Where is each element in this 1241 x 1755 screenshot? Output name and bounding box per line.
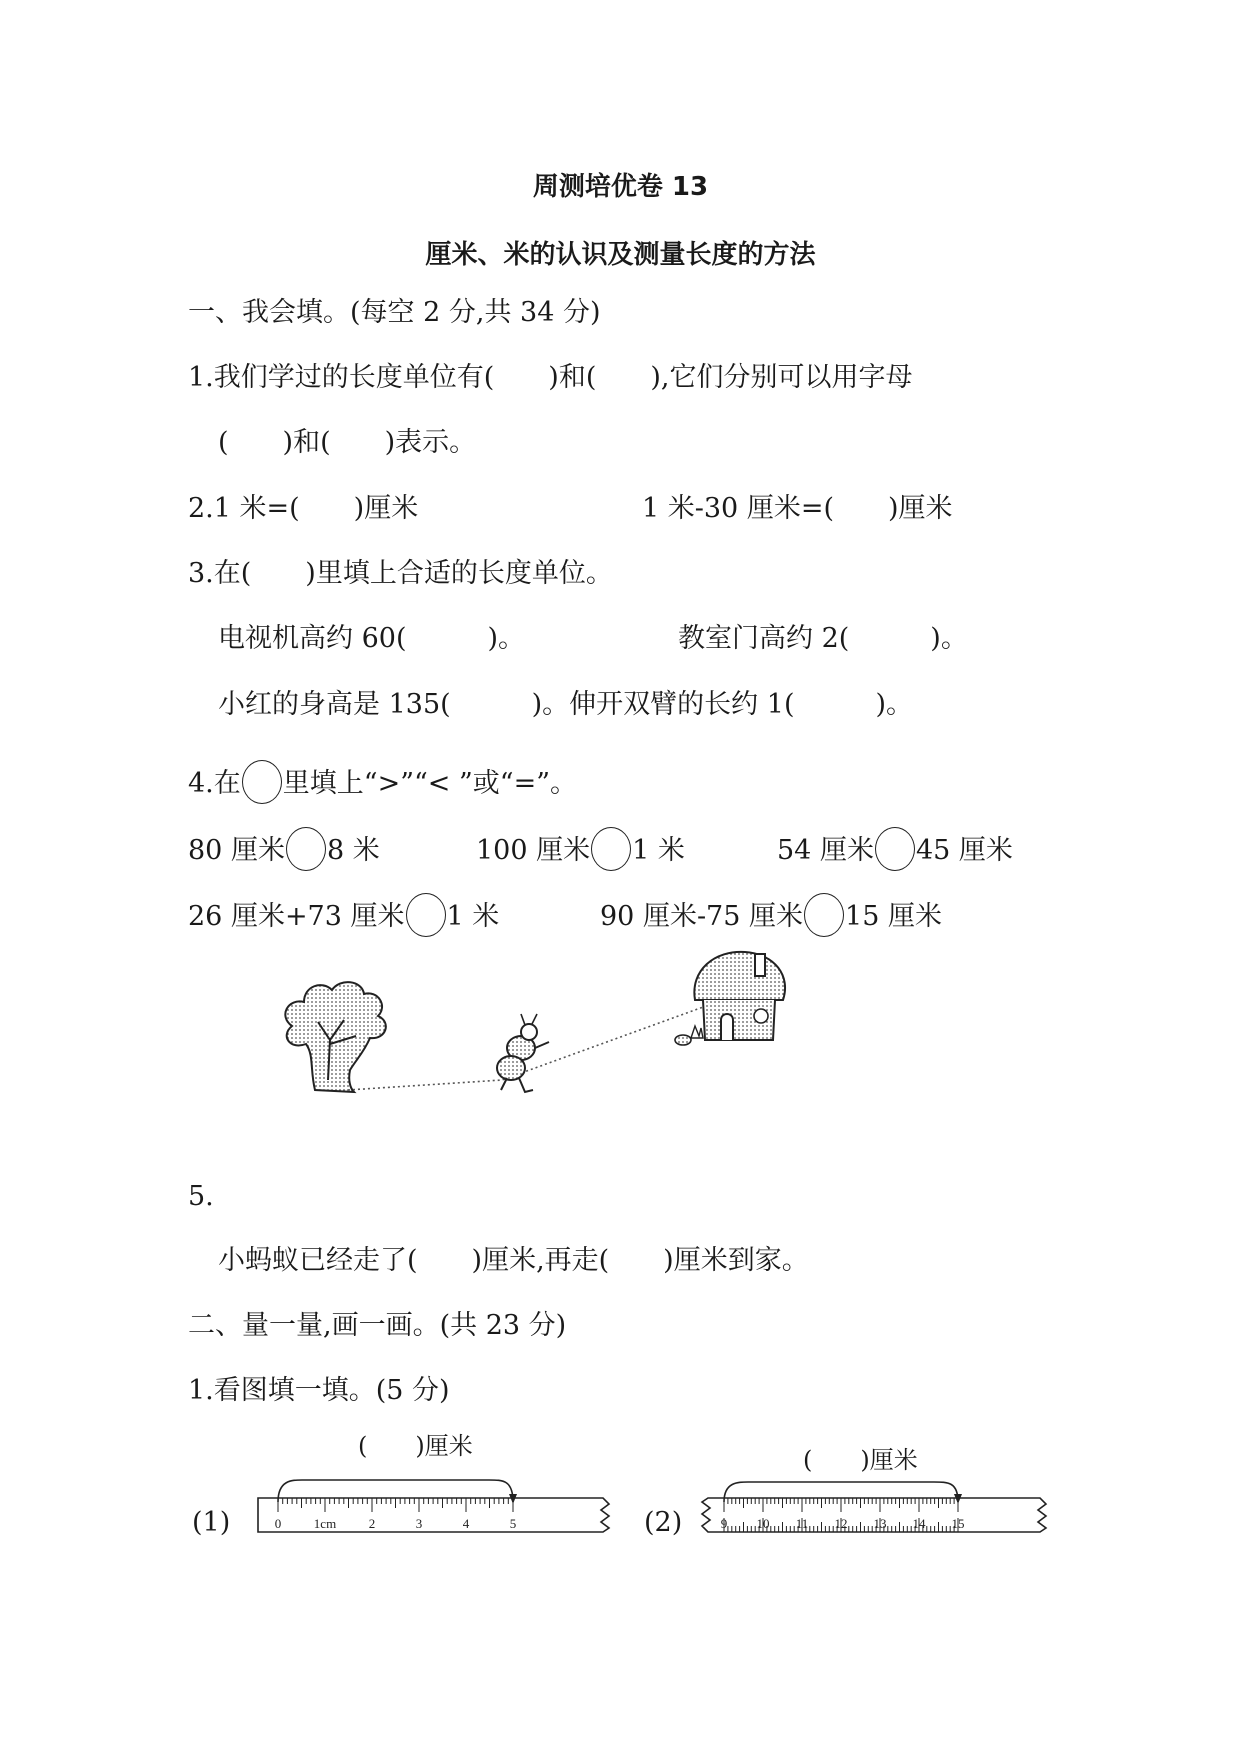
ruler-tick-label: 9 [720, 1516, 728, 1531]
q4-item-5 [600, 893, 942, 937]
q4-suffix: 里填上“>”“< ”或“=”。 [282, 768, 578, 799]
ruler-tick-label: 5 [509, 1516, 517, 1531]
q4-item-2 [476, 827, 685, 871]
answer-circle[interactable] [875, 827, 915, 871]
section1-heading: 一、我会填。(每空 2 分,共 34 分) [188, 297, 601, 328]
q4-item-right: 45 厘米 [915, 835, 1013, 866]
page-subtitle: 厘米、米的认识及测量长度的方法 [425, 240, 816, 270]
q3-b: 教室门高约 2( )。 [678, 623, 968, 654]
ruler-tick-label: 1cm [313, 1516, 337, 1531]
q4-item-right: 1 米 [446, 901, 500, 932]
ruler-2 [700, 1474, 1060, 1536]
q4-item-right: 8 米 [326, 835, 380, 866]
q5-text: 小蚂蚁已经走了( )厘米,再走( )厘米到家。 [218, 1245, 809, 1276]
q1-line1: 1.我们学过的长度单位有( )和( ),它们分别可以用字母 [188, 362, 913, 393]
q4-instruction [188, 760, 577, 804]
q1-line2: ( )和( )表示。 [218, 427, 477, 458]
q4-item-left: 54 厘米 [777, 835, 874, 866]
q4-item-left: 100 厘米 [476, 835, 591, 866]
q4-item-4 [188, 893, 499, 937]
ruler-tick-label: 12 [834, 1516, 848, 1531]
tree-icon [285, 982, 386, 1092]
q4-item-1 [188, 827, 380, 871]
answer-circle[interactable] [286, 827, 326, 871]
ruler2-prefix: (2) [644, 1507, 683, 1538]
ant-icon [497, 1014, 549, 1092]
ruler-1 [255, 1462, 615, 1534]
ruler-tick-label: 14 [912, 1516, 926, 1531]
house-icon [675, 952, 785, 1045]
q2-left: 2.1 米=( )厘米 [188, 493, 419, 524]
q5-illustration [270, 940, 890, 1210]
ruler1-answer-label: ( )厘米 [358, 1432, 473, 1460]
ruler-tick-label: 15 [951, 1516, 965, 1531]
q4-item-left: 80 厘米 [188, 835, 285, 866]
ruler-tick-label: 0 [274, 1516, 282, 1531]
ruler-tick-label: 13 [873, 1516, 887, 1531]
q4-item-right: 1 米 [632, 835, 685, 866]
q4-item-left: 90 厘米-75 厘米 [600, 901, 804, 932]
s2-q1: 1.看图填一填。(5 分) [188, 1375, 450, 1406]
ruler2-answer-label: ( )厘米 [803, 1446, 918, 1474]
q2-right: 1 米-30 厘米=( )厘米 [642, 493, 953, 524]
q4-item-3 [777, 827, 1013, 871]
page-title: 周测培优卷 13 [532, 172, 709, 202]
answer-circle[interactable] [804, 893, 844, 937]
q4-item-left: 26 厘米+73 厘米 [188, 901, 405, 932]
ruler-tick-label: 11 [795, 1516, 809, 1531]
q3: 3.在( )里填上合适的长度单位。 [188, 558, 613, 589]
answer-circle[interactable] [591, 827, 631, 871]
answer-circle[interactable] [406, 893, 446, 937]
ruler-tick-label: 4 [462, 1516, 470, 1531]
q3-a: 电视机高约 60( )。 [218, 623, 526, 654]
ruler-tick-label: 3 [415, 1516, 423, 1531]
ruler1-prefix: (1) [192, 1507, 231, 1538]
answer-circle[interactable] [242, 760, 282, 804]
ruler-tick-label: 2 [368, 1516, 376, 1531]
q4-item-right: 15 厘米 [845, 901, 942, 932]
q4-prefix: 4.在 [188, 768, 241, 799]
q5-number: 5. [188, 1181, 214, 1212]
ruler-tick-label: 10 [756, 1516, 770, 1531]
q3-c: 小红的身高是 135( )。伸开双臂的长约 1( )。 [218, 689, 914, 720]
section2-heading: 二、量一量,画一画。(共 23 分) [188, 1310, 567, 1341]
